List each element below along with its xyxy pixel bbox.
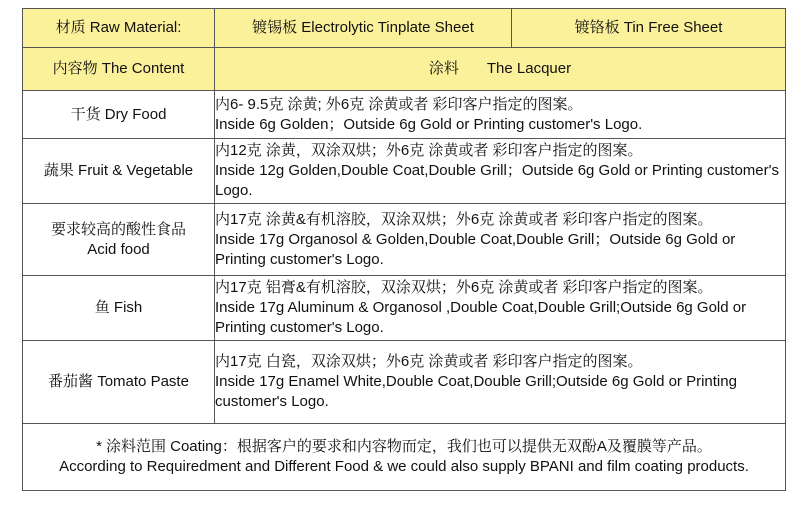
content-name: 鱼 Fish xyxy=(94,299,143,316)
lacquer-en: Inside 17g Aluminum & Organosol ,Double Coat,Double Grill;Outside 6g Gold or Printing customer's Logo. xyxy=(215,299,747,336)
tfs-label: 镀铬板 Tin Free Sheet xyxy=(512,9,786,48)
table-row-dry-food xyxy=(23,91,786,139)
lacquer-spec-table xyxy=(22,8,786,491)
content-cell xyxy=(23,91,215,139)
raw-material-label: 材质 Raw Material: xyxy=(23,9,215,48)
lacquer-column-header xyxy=(215,48,786,91)
lacquer-cn: 内17克 白瓷，双涂双烘；外6克 涂黄或者 彩印客户指定的图案。 xyxy=(215,353,643,370)
content-name: 蔬果 Fruit & Vegetable xyxy=(43,162,194,179)
content-cell xyxy=(23,204,215,276)
asterisk-icon: * xyxy=(96,438,102,455)
coating-note-en: According to Requiredment and Different Food & we could also supply BPANI and film coating products. xyxy=(59,458,749,475)
lacquer-cn: 内17克 铝膏&有机溶胶，双涂双烘；外6克 涂黄或者 彩印客户指定的图案。 xyxy=(215,279,713,296)
table-row-tomato-paste xyxy=(23,341,786,424)
lacquer-en: Inside 6g Golden；Outside 6g Gold or Printing customer's Logo. xyxy=(215,115,643,133)
content-name-en: Acid food xyxy=(87,240,150,258)
content-name: 干货 Dry Food xyxy=(70,105,167,123)
etp-label: 镀锡板 Electrolytic Tinplate Sheet xyxy=(215,9,512,48)
coating-note-cn-line xyxy=(23,437,785,457)
lacquer-header-en: The Lacquer xyxy=(486,60,572,77)
lacquer-cell xyxy=(215,341,786,424)
lacquer-en: Inside 17g Enamel White,Double Coat,Double Grill;Outside 6g Gold or Printing customer's Logo. xyxy=(215,373,737,410)
coating-note-cell xyxy=(23,424,786,491)
column-header-row xyxy=(23,48,786,91)
lacquer-cn: 内6- 9.5克 涂黄; 外6克 涂黄或者 彩印客户指定的图案。 xyxy=(215,95,583,113)
lacquer-cell xyxy=(215,91,786,139)
content-name: 要求较高的酸性食品 xyxy=(50,220,186,238)
content-name: 番茄酱 Tomato Paste xyxy=(48,373,189,390)
lacquer-cn: 内17克 涂黄&有机溶胶，双涂双烘；外6克 涂黄或者 彩印客户指定的图案。 xyxy=(215,210,713,228)
lacquer-en: Inside 12g Golden,Double Coat,Double Grill；Outside 6g Gold or Printing customer's Logo. xyxy=(215,162,779,199)
lacquer-header-cn: 涂料 xyxy=(428,60,459,77)
lacquer-cell xyxy=(215,276,786,341)
material-header-row xyxy=(23,9,786,48)
lacquer-cell xyxy=(215,139,786,204)
content-cell xyxy=(23,276,215,341)
table-row-acid-food xyxy=(23,204,786,276)
table-row-fish xyxy=(23,276,786,341)
lacquer-en: Inside 17g Organosol & Golden,Double Coat,Double Grill；Outside 6g Gold or Printing customer's Logo. xyxy=(215,230,736,268)
table-row-fruit-vegetable xyxy=(23,139,786,204)
content-cell xyxy=(23,139,215,204)
content-column-header: 内容物 The Content xyxy=(23,48,215,91)
coating-note-row xyxy=(23,424,786,491)
content-cell xyxy=(23,341,215,424)
lacquer-cn: 内12克 涂黄，双涂双烘；外6克 涂黄或者 彩印客户指定的图案。 xyxy=(215,142,643,159)
coating-note-cn: 涂料范围 Coating：根据客户的要求和内容物而定，我们也可以提供无双酚A及覆膜等产品。 xyxy=(105,438,712,455)
lacquer-cell xyxy=(215,204,786,276)
